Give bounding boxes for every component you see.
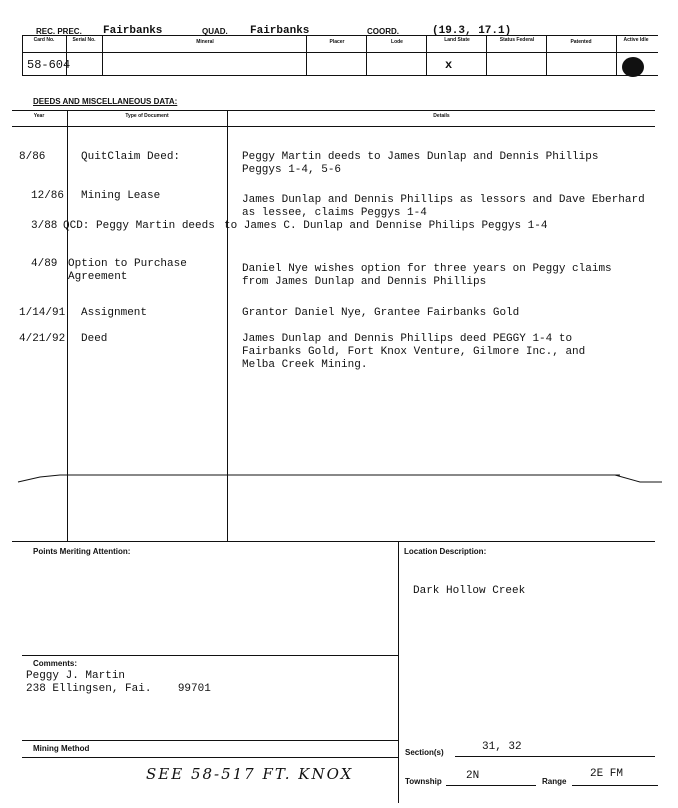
col-lode: Lode [391, 39, 403, 45]
township-value: 2N [466, 770, 480, 782]
deeds-col-year: Year [33, 113, 45, 119]
comments-label: Comments: [33, 659, 78, 668]
deed-year: 12/86 [31, 190, 65, 202]
col-active-idle: Active Idle [623, 37, 649, 43]
township-label: Township [405, 777, 442, 786]
location-value: Dark Hollow Creek [413, 585, 526, 597]
deed-details: James Dunlap and Dennis Phillips deed PEGGY 1-4 to Fairbanks Gold, Fort Knox Venture, Gilmore Inc., and Melba Creek Mining. [242, 333, 586, 371]
mining-method-label: Mining Method [33, 744, 90, 753]
range-label: Range [542, 777, 567, 786]
deed-type: Option to Purchase Agreement [68, 258, 187, 283]
col-placer: Placer [329, 39, 345, 45]
deed-details: James Dunlap and Dennis Phillips as lessors and Dave Eberhard as lessee, claims Peggys 1-4 [242, 194, 645, 219]
continuation-rule [0, 465, 678, 489]
section-label: Section(s) [405, 748, 444, 757]
comments-text: Peggy J. Martin 238 Ellingsen, Fai. 99701 [26, 670, 211, 695]
section-value: 31, 32 [482, 741, 522, 753]
deed-year: 1/14/91 [19, 307, 66, 319]
mining-method-handwritten: SEE 58-517 FT. KNOX [146, 765, 354, 783]
deed-details: Daniel Nye wishes option for three years on Peggy claims from James Dunlap and Dennis Phillips [242, 263, 612, 288]
deed-year: 3/88 [31, 220, 58, 232]
rec-prec-value: Fairbanks [103, 25, 163, 37]
col-card-no: Card No. [33, 37, 55, 43]
col-patented: Patented [570, 39, 592, 45]
deed-type: Assignment [81, 307, 148, 319]
coord-label: COORD. [367, 27, 399, 36]
col-status-federal: Status Federal [499, 37, 535, 43]
deed-type: QCD: Peggy Martin deeds [63, 220, 215, 232]
deed-type: QuitClaim Deed: [81, 151, 181, 163]
deed-details: to James C. Dunlap and Dennise Philips Peggys 1-4 [224, 220, 548, 232]
deed-details: Grantor Daniel Nye, Grantee Fairbanks Gold [242, 307, 520, 319]
quad-value: Fairbanks [250, 25, 310, 37]
deed-type: Mining Lease [81, 190, 161, 202]
deed-year: 8/86 [19, 151, 46, 163]
deed-year: 4/21/92 [19, 333, 66, 345]
deed-type: Deed [81, 333, 108, 345]
range-value: 2E FM [590, 768, 624, 780]
col-serial-no: Serial No. [72, 37, 96, 43]
deeds-col-details: Details [433, 113, 450, 119]
deed-year: 4/89 [31, 258, 58, 270]
quad-label: QUAD. [202, 27, 228, 36]
active-indicator-dot [622, 57, 644, 77]
deeds-section-title: DEEDS AND MISCELLANEOUS DATA: [33, 97, 178, 106]
deeds-col-type: Type of Document [125, 113, 169, 119]
points-label: Points Meriting Attention: [33, 547, 131, 556]
land-state-mark: x [445, 58, 453, 72]
card-no-value: 58-604 [27, 58, 71, 72]
header-underline [22, 35, 658, 36]
deed-details: Peggy Martin deeds to James Dunlap and Dennis Phillips Peggys 1-4, 5-6 [242, 151, 599, 176]
coord-value: (19.3, 17.1) [432, 25, 512, 37]
location-label: Location Description: [404, 547, 487, 556]
col-mineral: Mineral [196, 39, 214, 45]
col-land-state: Land State [444, 37, 470, 43]
rec-prec-label: REC. PREC. [36, 27, 82, 36]
